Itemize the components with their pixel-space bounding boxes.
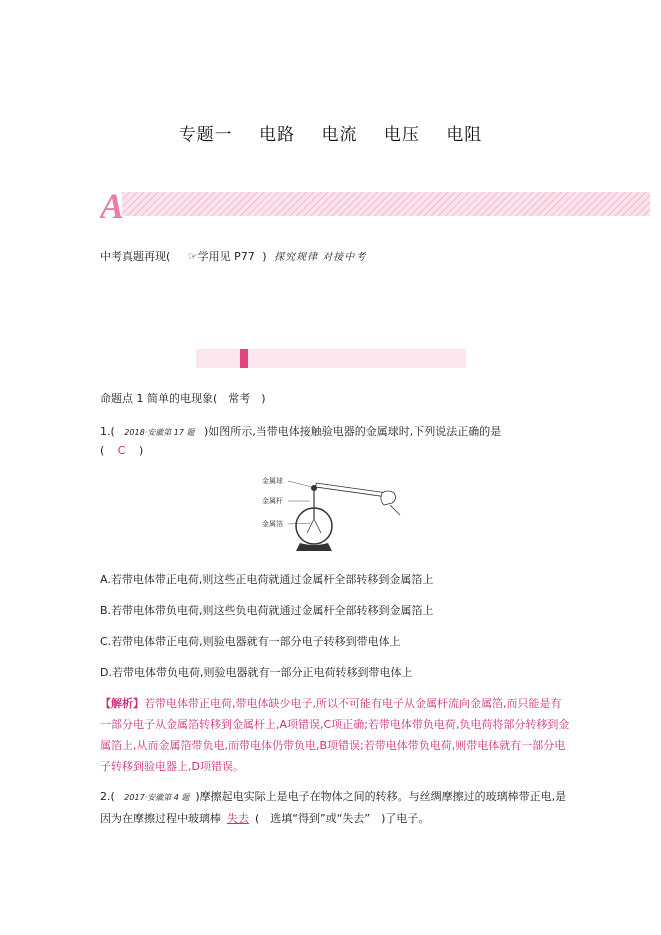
label-foil: 金属箔 [262,520,283,528]
sub-banner [196,349,466,368]
intro-line [100,248,366,264]
page-title [0,120,661,145]
question-2 [100,786,570,829]
q2-prefix: 2.( [100,790,115,803]
q1-answer-line [100,444,143,457]
label-rod: 金属杆 [262,497,283,505]
option-d: D.若带电体带负电荷,则验电器就有一部分正电荷转移到带电体上 [100,666,413,679]
title-part: 电流 [321,125,358,145]
q1-answer: C [117,444,126,457]
intro-italic: 探究规律 对接中考 [274,252,367,263]
q1-answer-open: ( [100,444,105,457]
q2-text2: ( 选填“得到”或“失去” )了电子。 [255,812,430,825]
option-b: B.若带电体带负电荷,则这些负电荷就通过金属杆全部转移到金属箔上 [100,604,434,617]
q1-answer-close: ) [138,444,144,457]
q2-text1: )摩擦起电实际上是电子在物体之间的转移。与丝绸摩擦过的玻璃棒带正电,是因为在摩擦过程中玻璃棒 [100,790,567,825]
q2-source: 2017·安徽第 4 题 [124,793,190,802]
proposition-heading: 命题点 1 简单的电现象( 常考 ) [100,392,266,405]
intro-ref: ☞学用见 P77 [187,250,255,263]
q1-prefix: 1.( [100,425,115,438]
title-part: 专题一 [178,125,233,145]
title-part: 电阻 [446,125,483,145]
analysis-tag: 【解析】 [100,697,144,710]
q2-answer: 失去 [227,812,249,825]
analysis-text: 若带电体带正电荷,带电体缺少电子,所以不可能有电子从金属杆流向金属箔,而只能是有一部分电子从金属箔转移到金属杆上,A项错误,C项正确;若带电体带负电荷,负电荷将部分转移到金属箔上,从而金属箔带负电,而带电体仍带负电,B项错误;若带电体带负电荷,则带电体就有一部分电子转移到验电器上,D项错误。 [100,697,570,773]
title-part: 电压 [383,125,420,145]
option-c: C.若带电体带正电荷,则验电器就有一部分电子转移到带电体上 [100,635,401,648]
sub-banner-mark [240,349,248,368]
section-banner [100,186,650,220]
electroscope-figure [240,473,410,553]
intro-text: 中考真题再现( [100,250,171,263]
q1-text: )如图所示,当带电体接触验电器的金属球时,下列说法正确的是 [203,425,502,438]
question-1 [100,423,501,439]
banner-letter: A [100,186,125,220]
intro-close: ) [262,250,267,263]
option-a: A.若带电体带正电荷,则这些正电荷就通过金属杆全部转移到金属箔上 [100,573,434,586]
q1-source: 2018·安徽第 17 题 [124,428,195,437]
title-part: 电路 [259,125,296,145]
analysis [100,693,570,777]
label-ball: 金属球 [262,477,283,485]
